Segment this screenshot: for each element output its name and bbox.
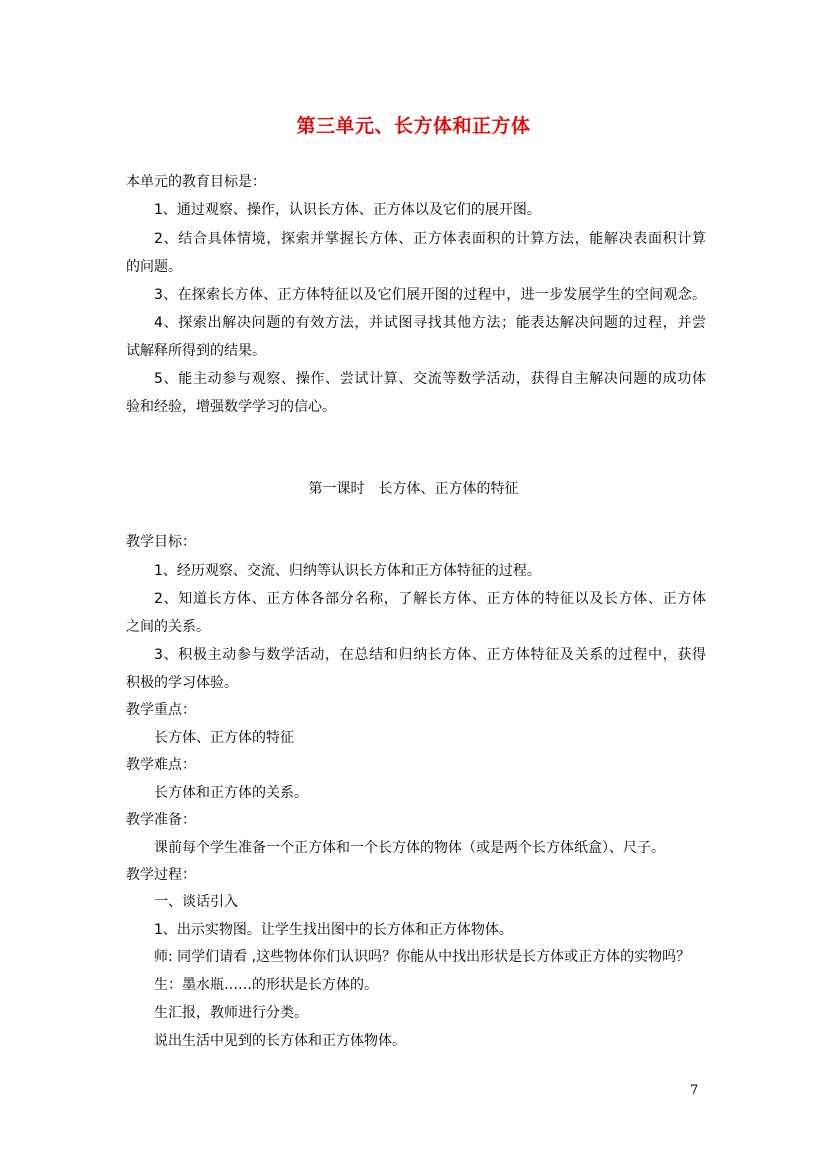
preparation-heading: 教学准备： xyxy=(126,812,196,828)
teaching-goal-3-continued: 积极的学习体验。 xyxy=(126,675,238,691)
unit-goals-heading: 本单元的教育目标是： xyxy=(126,174,266,190)
unit-goal-5-continued: 验和经验，增强数学学习的信心。 xyxy=(126,399,336,415)
difficulty-heading: 教学难点： xyxy=(126,757,196,773)
process-step-6: 说出生活中见到的长方体和正方体物体。 xyxy=(154,1033,406,1049)
process-step-5: 生汇报，教师进行分类。 xyxy=(154,1005,308,1021)
teaching-goal-3: 3、积极主动参与数学活动，在总结和归纳长方体、正方体特征及关系的过程中，获得 xyxy=(154,647,706,663)
preparation: 课前每个学生准备一个正方体和一个长方体的物体（或是两个长方体纸盒）、尺子。 xyxy=(154,840,665,856)
unit-goal-4: 4、探索出解决问题的有效方法，并试图寻找其他方法；能表达解决问题的过程，并尝 xyxy=(154,315,706,331)
key-point-heading: 教学重点： xyxy=(126,702,196,718)
teaching-goal-2: 2、知道长方体、正方体各部分名称，了解长方体、正方体的特征以及长方体、正方体 xyxy=(154,591,706,607)
unit-goal-4-continued: 试解释所得到的结果。 xyxy=(126,343,266,359)
process-step-2: 1、出示实物图。让学生找出图中的长方体和正方体物体。 xyxy=(154,922,513,938)
unit-goal-2-continued: 的问题。 xyxy=(126,259,182,275)
unit-goal-1: 1、通过观察、操作，认识长方体、正方体以及它们的展开图。 xyxy=(154,202,541,218)
unit-goal-3: 3、在探索长方体、正方体特征以及它们展开图的过程中，进一步发展学生的空间观念。 xyxy=(154,287,706,303)
process-step-3: 师: 同学们请看 ,这些物体你们认识吗？你能从中找出形状是长方体或正方体的实物吗？ xyxy=(154,949,691,965)
difficulty: 长方体和正方体的关系。 xyxy=(154,785,308,801)
page-number: 7 xyxy=(690,1083,699,1098)
process-step-4: 生：墨水瓶……的形状是长方体的。 xyxy=(154,977,378,993)
unit-goal-5: 5、能主动参与观察、操作、尝试计算、交流等数学活动，获得自主解决问题的成功体 xyxy=(154,371,706,387)
unit-title: 第三单元、长方体和正方体 xyxy=(296,115,531,137)
process-step-1: 一、谈话引入 xyxy=(154,894,238,910)
teaching-goals-heading: 教学目标： xyxy=(126,534,196,550)
key-point: 长方体、正方体的特征 xyxy=(154,730,294,746)
process-heading: 教学过程： xyxy=(126,867,196,883)
teaching-goal-1: 1、经历观察、交流、归纳等认识长方体和正方体特征的过程。 xyxy=(154,563,541,579)
teaching-goal-2-continued: 之间的关系。 xyxy=(126,619,210,635)
unit-goal-2: 2、结合具体情境，探索并掌握长方体、正方体表面积的计算方法，能解决表面积计算 xyxy=(154,231,706,247)
lesson-title: 第一课时 长方体、正方体的特征 xyxy=(308,481,519,497)
